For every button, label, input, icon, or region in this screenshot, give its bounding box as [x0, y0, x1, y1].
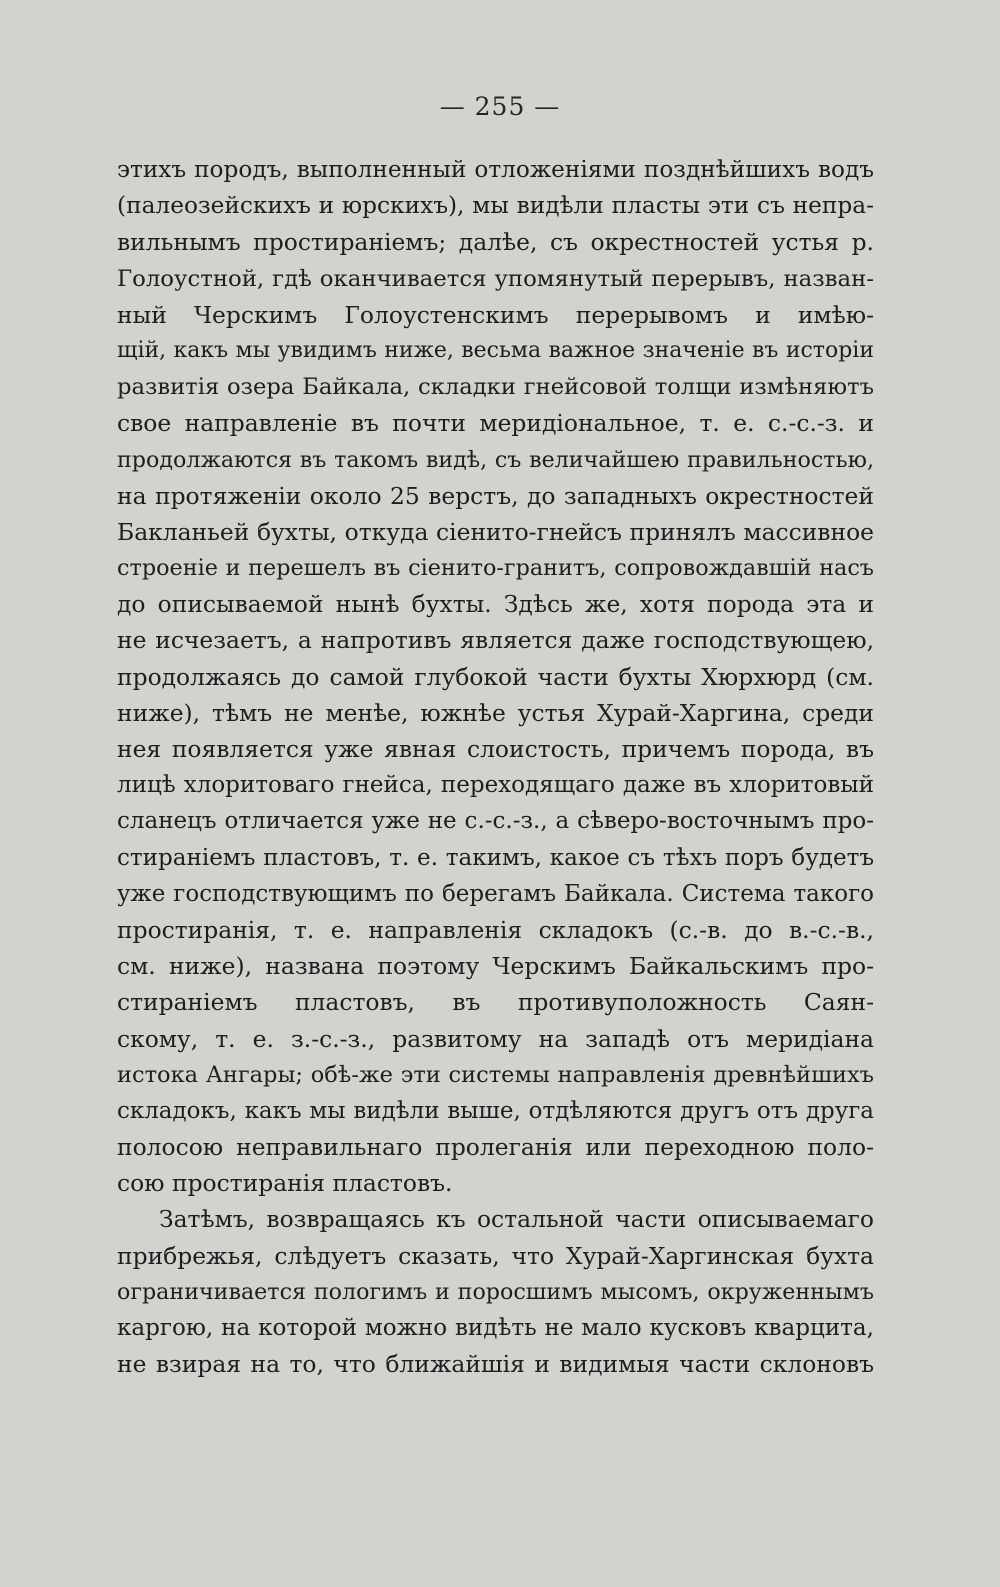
text-line: каргою, на которой можно видѣть не мало кусковъ кварцита, — [117, 1315, 874, 1341]
text-line: складокъ, какъ мы видѣли выше, отдѣляются другъ отъ друга — [117, 1097, 874, 1124]
text-line: стираніемъ пластовъ, т. е. такимъ, какое съ тѣхъ поръ будетъ — [117, 844, 874, 871]
text-line: лицѣ хлоритоваго гнейса, переходящаго даже въ хлоритовый — [117, 772, 874, 799]
text-line-paragraph-end: сою простиранія пластовъ. — [117, 1169, 453, 1198]
text-line: скому, т. е. з.-с.-з., развитому на западѣ отъ меридіана — [117, 1024, 874, 1053]
text-line: строеніе и перешелъ въ сіенито-гранитъ, сопровождавшій насъ — [117, 555, 874, 582]
text-line: ниже), тѣмъ не менѣе, южнѣе устья Хурай-Харгина, среди — [117, 698, 874, 727]
text-line: сланецъ отличается уже не с.-с.-з., а сѣверо-восточнымъ про- — [117, 808, 874, 835]
page-number: — 255 — — [439, 92, 561, 121]
text-line: свое направленіе въ почти меридіональное, т. е. с.-с.-з. и — [117, 409, 874, 438]
text-line: прибрежья, слѣдуетъ сказать, что Хурай-Харгинская бухта — [117, 1241, 874, 1270]
text-line: до описываемой нынѣ бухты. Здѣсь же, хотя порода эта и — [117, 590, 874, 619]
text-line: вильнымъ простираніемъ; далѣе, съ окрестностей устья р. — [117, 228, 874, 257]
text-line: истока Ангары; обѣ-же эти системы направленія древнѣйшихъ — [117, 1061, 874, 1088]
text-line: ограничивается пологимъ и поросшимъ мысомъ, окруженнымъ — [117, 1278, 874, 1305]
text-line: нея появляется уже явная слоистость, причемъ порода, въ — [117, 735, 874, 763]
text-line: Голоустной, гдѣ оканчивается упомянутый перерывъ, назван- — [117, 265, 874, 292]
text-line: полосою неправильнаго пролеганія или переходною поло- — [117, 1133, 874, 1162]
text-line: Бакланьей бухты, откуда сіенито-гнейсъ принялъ массивное — [117, 517, 874, 546]
text-line: продолжаются въ такомъ видѣ, съ величайшею правильностью, — [117, 446, 874, 473]
text-line: ный Черскимъ Голоустенскимъ перерывомъ и имѣю- — [117, 300, 874, 329]
text-line: на протяженіи около 25 верстъ, до западныхъ окрестностей — [117, 481, 874, 510]
text-line: не взирая на то, что ближайшія и видимыя части склоновъ — [117, 1350, 874, 1379]
text-line: уже господствующимъ по берегамъ Байкала. Система такого — [117, 880, 874, 907]
text-line: продолжаясь до самой глубокой части бухты Хюрхюрд (см. — [117, 662, 874, 691]
text-line: см. ниже), названа поэтому Черскимъ Байкальскимъ про- — [117, 952, 874, 981]
text-line: не исчезаетъ, а напротивъ является даже господствующею, — [117, 626, 874, 655]
text-line: простиранія, т. е. направленія складокъ (с.-в. до в.-с.-в., — [117, 915, 874, 944]
text-line-paragraph-start: Затѣмъ, возвращаясь къ остальной части описываемаго — [159, 1205, 874, 1234]
text-line: (палеозейскихъ и юрскихъ), мы видѣли пласты эти съ непра- — [117, 192, 874, 220]
text-line: щій, какъ мы увидимъ ниже, весьма важное значеніе въ исторіи — [117, 337, 874, 363]
text-line: стираніемъ пластовъ, въ противуположность Саян- — [117, 988, 874, 1017]
body-text — [117, 152, 874, 1382]
text-line: этихъ породъ, выполненный отложеніями позднѣйшихъ водъ — [117, 156, 874, 183]
text-line: развитія озера Байкала, складки гнейсовой толщи измѣняютъ — [117, 374, 874, 401]
